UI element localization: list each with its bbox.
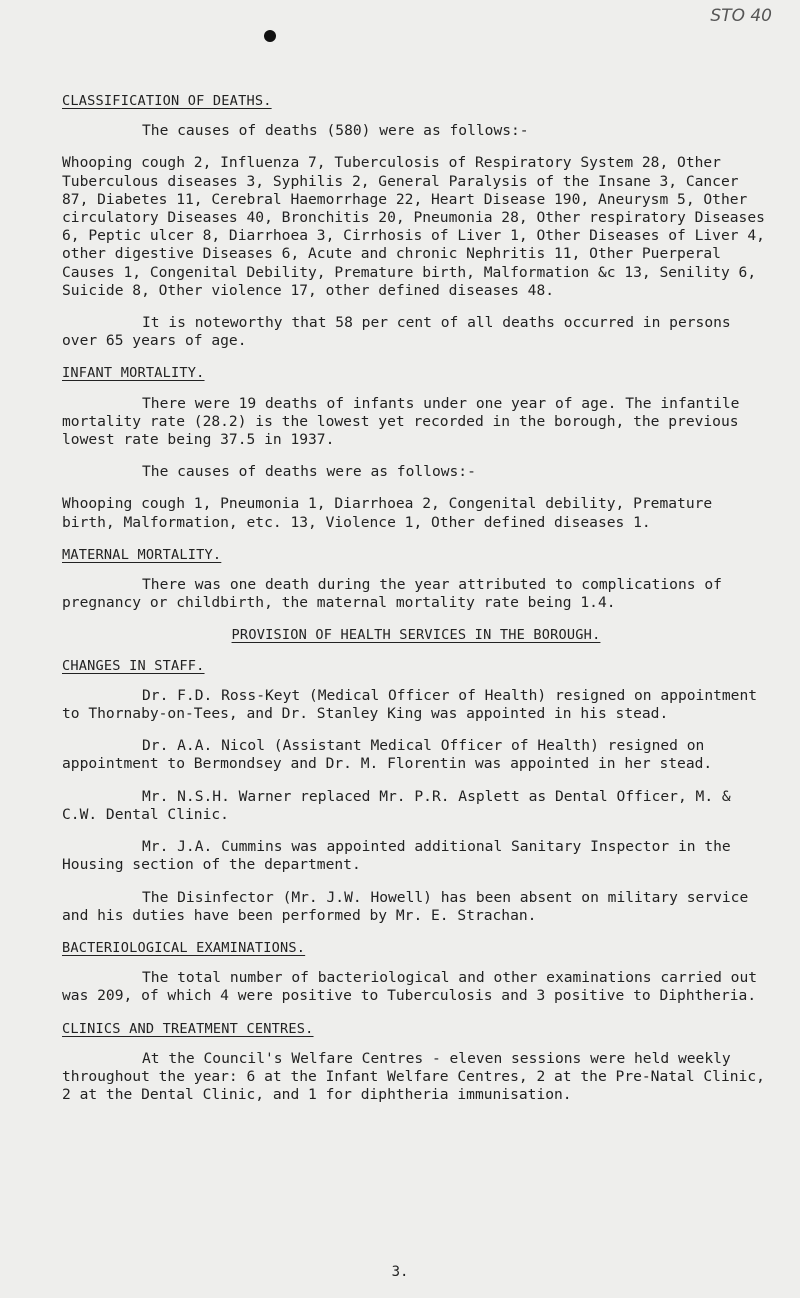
infant-causes-list: Whooping cough 1, Pneumonia 1, Diarrhoea 2, Congenital debility, Premature birth, Malformation, etc. 13, Violence 1, Other defined diseases 1. bbox=[62, 495, 713, 531]
document-body bbox=[62, 92, 770, 1118]
bacteriological-paragraph: The total number of bacteriological and other examinations carried out was 209, of which 4 were positive to Tuberculosis and 3 positive to Diphtheria. bbox=[62, 969, 758, 1005]
maternal-paragraph: There was one death during the year attributed to complications of pregnancy or childbirth, the maternal mortality rate being 1.4. bbox=[62, 576, 722, 612]
classification-list: Whooping cough 2, Influenza 7, Tuberculosis of Respiratory System 28, Other Tuberculous diseases 3, Syphilis 2, General Paralysis of the Insane 3, Cancer 87, Diabetes 11, Cerebral Haemorrhage 22, Heart Disease 190, Aneurysm 5, Other circulatory Diseases 40, Bronchitis 20, Pneumonia 28, Other respiratory Diseases 6, Peptic ulcer 8, Diarrhoea 3, Cirrhosis of Liver 1, Other Diseases of Liver 4, other digestive Diseases 6, Acute and chronic Nephritis 11, Other Puerperal Causes 1, Congenital Debility, Premature birth, Malformation &c 13, Senility 6, Suicide 8, Other violence 17, other defined diseases 48. bbox=[62, 154, 765, 299]
infant-causes-intro: The causes of deaths were as follows:- bbox=[142, 463, 476, 481]
staff-paragraph-3: Mr. N.S.H. Warner replaced Mr. P.R. Asplett as Dental Officer, M. & C.W. Dental Clinic. bbox=[62, 787, 731, 823]
heading-bacteriological: BACTERIOLOGICAL EXAMINATIONS. bbox=[62, 939, 306, 956]
staff-paragraph-4: Mr. J.A. Cummins was appointed additional Sanitary Inspector in the Housing section of the department. bbox=[62, 838, 731, 874]
heading-maternal-mortality: MATERNAL MORTALITY. bbox=[62, 546, 222, 563]
clinics-paragraph: At the Council's Welfare Centres - eleven sessions were held weekly throughout the year: 6 at the Infant Welfare Centres, 2 at the Pre-Natal Clinic, 2 at the Dental Clinic, and 1 for diphtheria immunisation. bbox=[62, 1049, 765, 1104]
classification-note: It is noteworthy that 58 per cent of all deaths occurred in persons over 65 years of age. bbox=[62, 314, 731, 350]
heading-changes-in-staff: CHANGES IN STAFF. bbox=[62, 657, 205, 674]
heading-classification: CLASSIFICATION OF DEATHS. bbox=[62, 93, 272, 109]
heading-infant-mortality: INFANT MORTALITY. bbox=[62, 365, 205, 382]
classification-intro: The causes of deaths (580) were as follows:- bbox=[142, 122, 529, 140]
staff-paragraph-1: Dr. F.D. Ross-Keyt (Medical Officer of Health) resigned on appointment to Thornaby-on-Tees, and Dr. Stanley King was appointed in his stead. bbox=[62, 686, 758, 723]
punch-hole-mark bbox=[264, 30, 276, 42]
archive-reference: STO 40 bbox=[710, 6, 772, 26]
heading-provision: PROVISION OF HEALTH SERVICES IN THE BOROUGH. bbox=[231, 627, 601, 644]
staff-paragraph-2: Dr. A.A. Nicol (Assistant Medical Officer of Health) resigned on appointment to Bermondsey and Dr. M. Florentin was appointed in her stead. bbox=[62, 737, 713, 773]
heading-clinics: CLINICS AND TREATMENT CENTRES. bbox=[62, 1020, 314, 1037]
page-number: 3. bbox=[391, 1264, 409, 1280]
infant-paragraph: There were 19 deaths of infants under one year of age. The infantile mortality rate (28.2) is the lowest yet recorded in the borough, the previous lowest rate being 37.5 in 1937. bbox=[62, 394, 740, 449]
staff-paragraph-5: The Disinfector (Mr. J.W. Howell) has been absent on military service and his duties have been performed by Mr. E. Strachan. bbox=[62, 888, 749, 924]
